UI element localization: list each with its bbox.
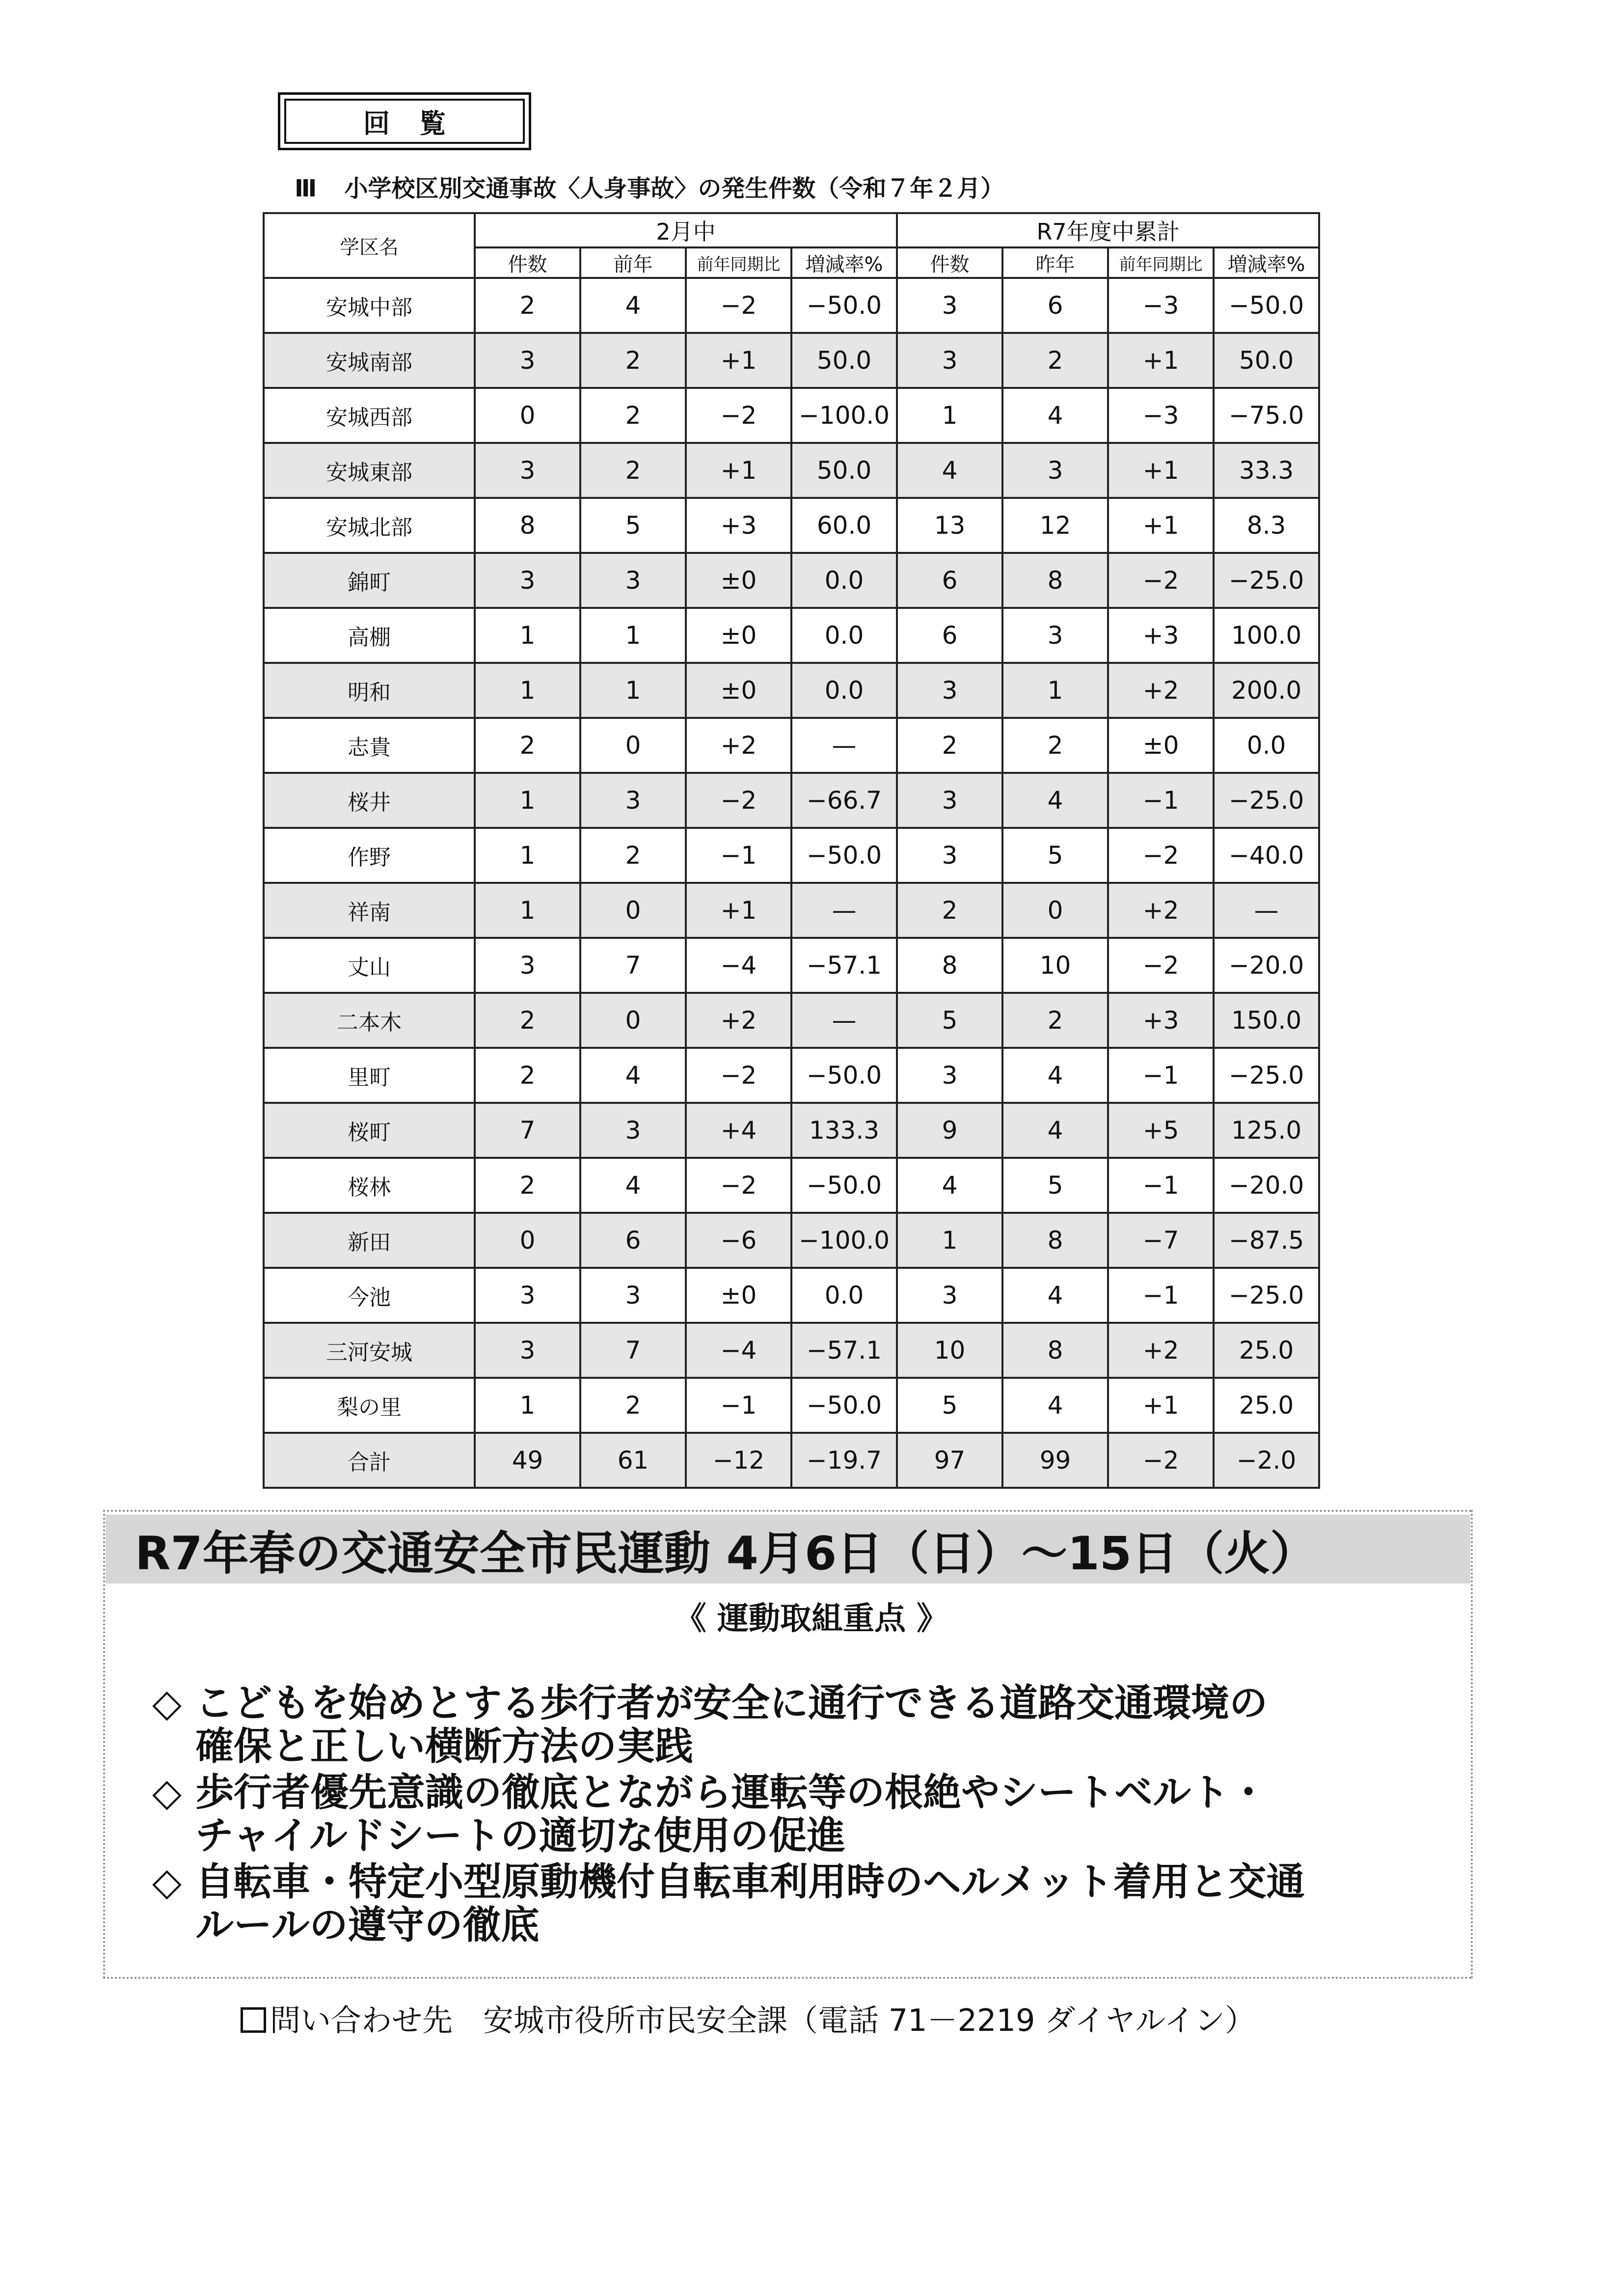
table-cell: 3	[897, 828, 1002, 883]
table-cell: +2	[1108, 1323, 1214, 1378]
contact-line	[241, 1996, 1255, 2040]
table-cell: −7	[1108, 1213, 1214, 1268]
table-row	[264, 1323, 1319, 1378]
table-cell: −2.0	[1214, 1433, 1319, 1488]
table-cell: −2	[686, 773, 791, 828]
focus-heading: 《 運動取組重点 》	[675, 1601, 948, 1637]
district-name: 梨の里	[264, 1378, 475, 1433]
diamond-bullet-icon: ◇	[152, 1860, 182, 1904]
header-cumulative-col: 増減率%	[1214, 247, 1319, 278]
focus-point	[152, 1771, 1453, 1858]
table-cell: 4	[897, 1158, 1002, 1213]
table-cell: +1	[1108, 443, 1214, 498]
table-cell: 8	[475, 498, 580, 553]
table-cell: ±0	[686, 608, 791, 663]
table-cell: 2	[475, 1158, 580, 1213]
section-title-text: 小学校区別交通事故〈人身事故〉の発生件数（令和７年２月）	[344, 175, 1004, 202]
table-cell: +2	[1108, 663, 1214, 718]
table-cell: 3	[475, 443, 580, 498]
table-cell: +1	[686, 443, 791, 498]
table-cell: 8.3	[1214, 498, 1319, 553]
table-row	[264, 883, 1319, 938]
table-cell: −57.1	[791, 1323, 897, 1378]
header-group-cumulative: R7年度中累計	[897, 213, 1319, 247]
table-cell: 3	[897, 1048, 1002, 1103]
table-cell: −100.0	[791, 1213, 897, 1268]
campaign-title: R7年春の交通安全市民運動 4月6日（日）～15日（火）	[106, 1515, 1470, 1584]
district-name: 里町	[264, 1048, 475, 1103]
focus-point-line: こどもを始めとする歩行者が安全に通行できる道路交通環境の	[195, 1681, 1268, 1725]
table-cell: −19.7	[791, 1433, 897, 1488]
circulation-stamp	[278, 92, 531, 150]
table-cell: −2	[1108, 938, 1214, 993]
table-row	[264, 718, 1319, 773]
table-cell: −2	[1108, 828, 1214, 883]
table-cell: 3	[580, 773, 686, 828]
table-cell: 6	[897, 608, 1002, 663]
header-cumulative-col: 昨年	[1002, 247, 1108, 278]
table-cell: 8	[1002, 1323, 1108, 1378]
focus-point-line: チャイルドシートの適切な使用の促進	[195, 1814, 845, 1858]
table-cell: 2	[580, 388, 686, 443]
table-cell: 3	[1002, 608, 1108, 663]
table-cell: +1	[1108, 498, 1214, 553]
table-cell: 150.0	[1214, 993, 1319, 1048]
table-cell: +3	[1108, 608, 1214, 663]
table-cell: −20.0	[1214, 1158, 1319, 1213]
table-row	[264, 993, 1319, 1048]
table-cell: 3	[897, 333, 1002, 388]
table-row	[264, 663, 1319, 718]
table-cell: −50.0	[791, 1048, 897, 1103]
table-cell: 7	[580, 938, 686, 993]
table-cell: 3	[475, 938, 580, 993]
table-cell: −2	[686, 1048, 791, 1103]
table-cell: 3	[897, 278, 1002, 333]
table-cell: ±0	[686, 663, 791, 718]
table-cell: 3	[475, 333, 580, 388]
table-cell: +4	[686, 1103, 791, 1158]
table-cell: 3	[580, 553, 686, 608]
district-name: 安城北部	[264, 498, 475, 553]
district-name: 合計	[264, 1433, 475, 1488]
table-cell: −3	[1108, 278, 1214, 333]
table-cell: 8	[1002, 1213, 1108, 1268]
district-name: 安城中部	[264, 278, 475, 333]
table-cell: 10	[897, 1323, 1002, 1378]
table-cell: ±0	[1108, 718, 1214, 773]
contact-text: 問い合わせ先 安城市役所市民安全課（電話 71－2219 ダイヤルイン）	[270, 2002, 1256, 2038]
table-cell: 7	[580, 1323, 686, 1378]
table-cell: −2	[686, 278, 791, 333]
table-cell: 1	[897, 388, 1002, 443]
table-cell: 49	[475, 1433, 580, 1488]
circulation-label: 回覧	[284, 99, 525, 144]
table-cell: 3	[475, 553, 580, 608]
table-cell: −25.0	[1214, 1268, 1319, 1323]
table-cell: −87.5	[1214, 1213, 1319, 1268]
table-cell: 4	[1002, 1103, 1108, 1158]
table-row	[264, 1378, 1319, 1433]
table-cell: 5	[580, 498, 686, 553]
table-cell: 2	[1002, 993, 1108, 1048]
focus-point-line: 歩行者優先意識の徹底とながら運転等の根絶やシートベルト・	[195, 1771, 1268, 1815]
accident-table	[263, 212, 1320, 1489]
table-row	[264, 1433, 1319, 1488]
table-cell: +5	[1108, 1103, 1214, 1158]
header-month-col: 前年同期比	[686, 247, 791, 278]
table-cell: 133.3	[791, 1103, 897, 1158]
table-cell: 0.0	[791, 608, 897, 663]
focus-point	[152, 1860, 1453, 1947]
table-cell: −1	[1108, 1268, 1214, 1323]
table-cell: 0.0	[791, 663, 897, 718]
table-cell: 4	[1002, 1378, 1108, 1433]
district-name: 志貴	[264, 718, 475, 773]
district-name: 作野	[264, 828, 475, 883]
focus-point-line: 確保と正しい横断方法の実践	[195, 1724, 694, 1769]
table-cell: −25.0	[1214, 773, 1319, 828]
table-cell: 8	[1002, 553, 1108, 608]
focus-points	[152, 1682, 1453, 1950]
table-cell: −25.0	[1214, 1048, 1319, 1103]
table-cell: +2	[1108, 883, 1214, 938]
table-cell: 1	[475, 828, 580, 883]
table-cell: +2	[686, 718, 791, 773]
table-cell: 2	[580, 333, 686, 388]
table-cell: —	[791, 993, 897, 1048]
table-cell: −25.0	[1214, 553, 1319, 608]
focus-point-line: ルールの遵守の徹底	[195, 1903, 540, 1947]
table-cell: 4	[897, 443, 1002, 498]
district-name: 新田	[264, 1213, 475, 1268]
table-cell: 3	[897, 1268, 1002, 1323]
table-cell: −3	[1108, 388, 1214, 443]
table-cell: −1	[1108, 1048, 1214, 1103]
table-cell: 3	[897, 773, 1002, 828]
table-cell: 12	[1002, 498, 1108, 553]
focus-point-line: 自転車・特定小型原動機付自転車利用時のヘルメット着用と交通	[195, 1860, 1305, 1904]
table-cell: —	[791, 883, 897, 938]
table-cell: ±0	[686, 1268, 791, 1323]
table-cell: 4	[1002, 773, 1108, 828]
table-cell: 99	[1002, 1433, 1108, 1488]
table-row	[264, 938, 1319, 993]
table-cell: 6	[580, 1213, 686, 1268]
table-row	[264, 1268, 1319, 1323]
table-cell: 6	[1002, 278, 1108, 333]
table-cell: 7	[475, 1103, 580, 1158]
table-cell: 125.0	[1214, 1103, 1319, 1158]
table-cell: 4	[580, 1158, 686, 1213]
table-cell: −1	[686, 1378, 791, 1433]
district-name: 今池	[264, 1268, 475, 1323]
table-cell: 50.0	[1214, 333, 1319, 388]
table-cell: −40.0	[1214, 828, 1319, 883]
table-cell: −20.0	[1214, 938, 1319, 993]
table-cell: −2	[1108, 1433, 1214, 1488]
table-row	[264, 278, 1319, 333]
table-cell: 2	[580, 443, 686, 498]
table-cell: −57.1	[791, 938, 897, 993]
table-cell: −100.0	[791, 388, 897, 443]
table-row	[264, 608, 1319, 663]
table-row	[264, 333, 1319, 388]
table-cell: −1	[1108, 1158, 1214, 1213]
table-cell: 0	[580, 883, 686, 938]
table-cell: 61	[580, 1433, 686, 1488]
table-cell: 5	[1002, 1158, 1108, 1213]
table-cell: 0	[1002, 883, 1108, 938]
table-cell: 4	[1002, 388, 1108, 443]
table-cell: −6	[686, 1213, 791, 1268]
table-cell: 5	[897, 993, 1002, 1048]
table-cell: 3	[580, 1268, 686, 1323]
table-cell: −66.7	[791, 773, 897, 828]
table-cell: 10	[1002, 938, 1108, 993]
table-row	[264, 1213, 1319, 1268]
table-cell: −50.0	[1214, 278, 1319, 333]
table-cell: +1	[1108, 333, 1214, 388]
table-cell: +3	[686, 498, 791, 553]
table-row	[264, 553, 1319, 608]
table-cell: −50.0	[791, 278, 897, 333]
table-cell: 3	[475, 1268, 580, 1323]
district-name: 丈山	[264, 938, 475, 993]
district-name: 高棚	[264, 608, 475, 663]
section-number: Ⅲ	[295, 175, 317, 202]
district-name: 祥南	[264, 883, 475, 938]
header-month-col: 前年	[580, 247, 686, 278]
table-cell: 1	[580, 663, 686, 718]
table-cell: 4	[580, 278, 686, 333]
table-cell: 1	[475, 773, 580, 828]
table-cell: 1	[475, 608, 580, 663]
table-cell: 13	[897, 498, 1002, 553]
table-row	[264, 498, 1319, 553]
table-cell: 0.0	[791, 1268, 897, 1323]
table-cell: 50.0	[791, 443, 897, 498]
table-cell: 200.0	[1214, 663, 1319, 718]
header-group-month: 2月中	[475, 213, 897, 247]
table-cell: −2	[1108, 553, 1214, 608]
table-row	[264, 388, 1319, 443]
header-district: 学区名	[264, 213, 475, 278]
header-cumulative-col: 件数	[897, 247, 1002, 278]
table-cell: 8	[897, 938, 1002, 993]
table-cell: 2	[1002, 333, 1108, 388]
table-cell: 6	[897, 553, 1002, 608]
table-cell: 2	[475, 718, 580, 773]
table-cell: −12	[686, 1433, 791, 1488]
table-cell: 0.0	[1214, 718, 1319, 773]
district-name: 桜町	[264, 1103, 475, 1158]
table-cell: 4	[580, 1048, 686, 1103]
table-cell: 60.0	[791, 498, 897, 553]
district-name: 桜林	[264, 1158, 475, 1213]
table-cell: 3	[475, 1323, 580, 1378]
table-row	[264, 1158, 1319, 1213]
district-name: 二本木	[264, 993, 475, 1048]
section-title	[295, 169, 1004, 203]
district-name: 安城東部	[264, 443, 475, 498]
table-cell: 97	[897, 1433, 1002, 1488]
table-cell: 9	[897, 1103, 1002, 1158]
table-cell: 25.0	[1214, 1378, 1319, 1433]
header-cumulative-col: 前年同期比	[1108, 247, 1214, 278]
table-cell: 1	[897, 1213, 1002, 1268]
table-cell: +1	[1108, 1378, 1214, 1433]
table-cell: −50.0	[791, 828, 897, 883]
table-cell: 2	[897, 718, 1002, 773]
table-cell: +1	[686, 333, 791, 388]
table-cell: 50.0	[791, 333, 897, 388]
table-cell: 1	[475, 883, 580, 938]
table-cell: 5	[897, 1378, 1002, 1433]
table-cell: −1	[1108, 773, 1214, 828]
table-cell: 3	[897, 663, 1002, 718]
district-name: 安城南部	[264, 333, 475, 388]
header-month-col: 増減率%	[791, 247, 897, 278]
table-cell: −50.0	[791, 1378, 897, 1433]
table-row	[264, 1103, 1319, 1158]
table-cell: 1	[1002, 663, 1108, 718]
table-cell: 1	[475, 663, 580, 718]
table-row	[264, 773, 1319, 828]
table-cell: 2	[475, 1048, 580, 1103]
district-name: 桜井	[264, 773, 475, 828]
table-cell: −4	[686, 938, 791, 993]
table-row	[264, 443, 1319, 498]
table-row	[264, 828, 1319, 883]
table-cell: −75.0	[1214, 388, 1319, 443]
table-cell: 2	[475, 993, 580, 1048]
header-month-col: 件数	[475, 247, 580, 278]
table-cell: —	[791, 718, 897, 773]
table-cell: 2	[580, 1378, 686, 1433]
table-cell: 0	[580, 718, 686, 773]
diamond-bullet-icon: ◇	[152, 1681, 182, 1725]
table-cell: −2	[686, 388, 791, 443]
table-cell: 3	[1002, 443, 1108, 498]
table-cell: 4	[1002, 1048, 1108, 1103]
table-cell: −4	[686, 1323, 791, 1378]
table-cell: 2	[580, 828, 686, 883]
table-cell: +3	[1108, 993, 1214, 1048]
table-cell: −50.0	[791, 1158, 897, 1213]
table-cell: 2	[1002, 718, 1108, 773]
district-name: 三河安城	[264, 1323, 475, 1378]
table-cell: −1	[686, 828, 791, 883]
table-row	[264, 1048, 1319, 1103]
district-name: 錦町	[264, 553, 475, 608]
checkbox-square-icon	[241, 2007, 266, 2033]
table-cell: 2	[475, 278, 580, 333]
table-cell: 1	[475, 1378, 580, 1433]
table-cell: +2	[686, 993, 791, 1048]
table-cell: 0.0	[791, 553, 897, 608]
table-cell: −2	[686, 1158, 791, 1213]
table-cell: 3	[580, 1103, 686, 1158]
table-cell: 5	[1002, 828, 1108, 883]
district-name: 明和	[264, 663, 475, 718]
table-cell: 33.3	[1214, 443, 1319, 498]
table-cell: 2	[897, 883, 1002, 938]
table-cell: 1	[580, 608, 686, 663]
table-cell: 25.0	[1214, 1323, 1319, 1378]
focus-point	[152, 1682, 1453, 1768]
table-cell: ±0	[686, 553, 791, 608]
table-cell: 100.0	[1214, 608, 1319, 663]
table-cell: +1	[686, 883, 791, 938]
table-cell: 0	[475, 388, 580, 443]
diamond-bullet-icon: ◇	[152, 1771, 182, 1815]
table-cell: 4	[1002, 1268, 1108, 1323]
district-name: 安城西部	[264, 388, 475, 443]
table-cell: —	[1214, 883, 1319, 938]
table-cell: 0	[475, 1213, 580, 1268]
table-cell: 0	[580, 993, 686, 1048]
